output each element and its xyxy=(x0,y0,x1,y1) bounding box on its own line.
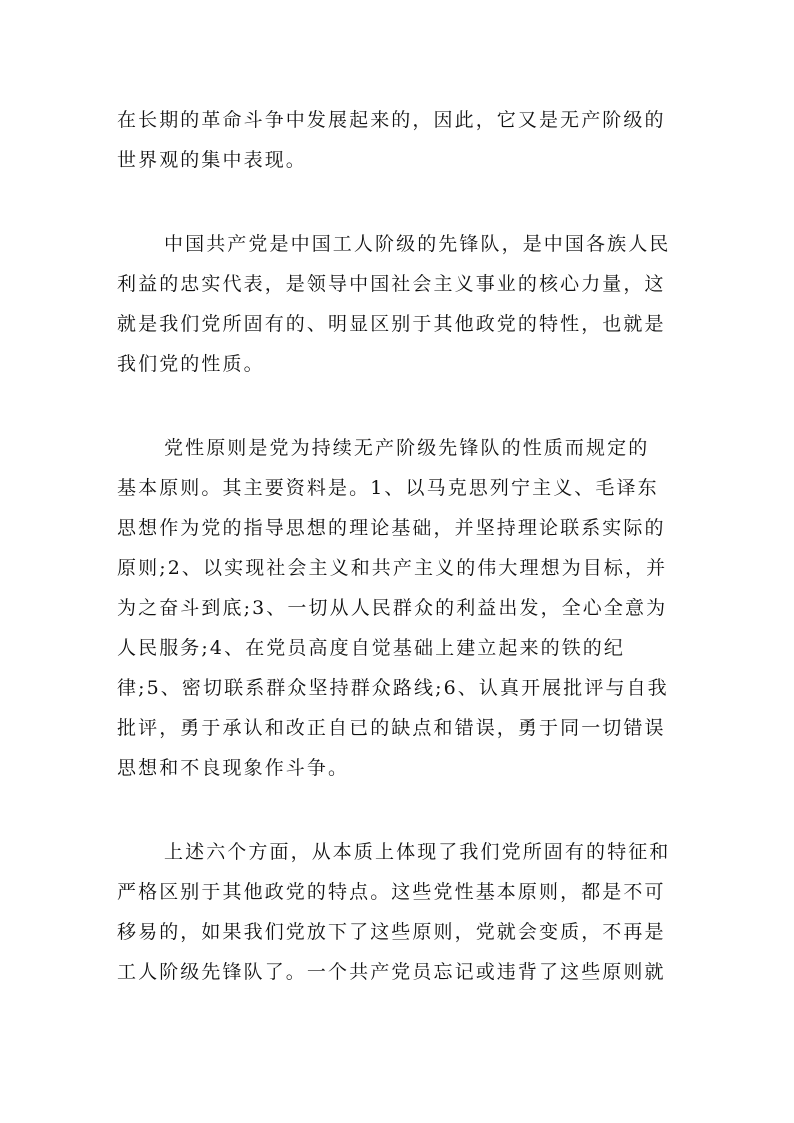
text-line: 我们党的性质。 xyxy=(117,353,265,375)
text-line: 批评，勇于承认和改正自已的缺点和错误，勇于同一切错误 xyxy=(117,717,666,739)
text-line: 人民服务;4、在党员高度自觉基础上建立起来的铁的纪 xyxy=(117,637,625,659)
text-line: 为之奋斗到底;3、一切从人民群众的利益出发，全心全意为 xyxy=(117,597,668,619)
text-line: 中国共产党是中国工人阶级的先锋队，是中国各族人民 xyxy=(164,233,671,255)
text-line: 原则;2、以实现社会主义和共产主义的伟大理想为目标，并 xyxy=(117,557,668,579)
text-line: 思想和不良现象作斗争。 xyxy=(117,757,350,779)
text-line: 利益的忠实代表，是领导中国社会主义事业的核心力量，这 xyxy=(117,273,666,295)
text-line: 党性原则是党为持续无产阶级先锋队的性质而规定的 xyxy=(164,437,650,459)
text-line: 上述六个方面，从本质上体现了我们党所固有的特征和 xyxy=(164,841,671,863)
text-line: 移易的，如果我们党放下了这些原则，党就会变质，不再是 xyxy=(117,921,666,943)
text-line: 思想作为党的指导思想的理论基础，并坚持理论联系实际的 xyxy=(117,517,666,539)
text-line: 严格区别于其他政党的特点。这些党性基本原则，都是不可 xyxy=(117,881,666,903)
text-line: 工人阶级先锋队了。一个共产党员忘记或违背了这些原则就 xyxy=(117,961,666,983)
text-line: 就是我们党所固有的、明显区别于其他政党的特性，也就是 xyxy=(117,313,666,335)
text-line: 在长期的革命斗争中发展起来的，因此，它又是无产阶级的 xyxy=(117,109,666,131)
text-line: 律;5、密切联系群众坚持群众路线;6、认真开展批评与自我 xyxy=(117,677,669,699)
text-line: 基本原则。其主要资料是。1、以马克思列宁主义、毛译东 xyxy=(117,477,659,499)
text-line: 世界观的集中表现。 xyxy=(117,149,307,171)
